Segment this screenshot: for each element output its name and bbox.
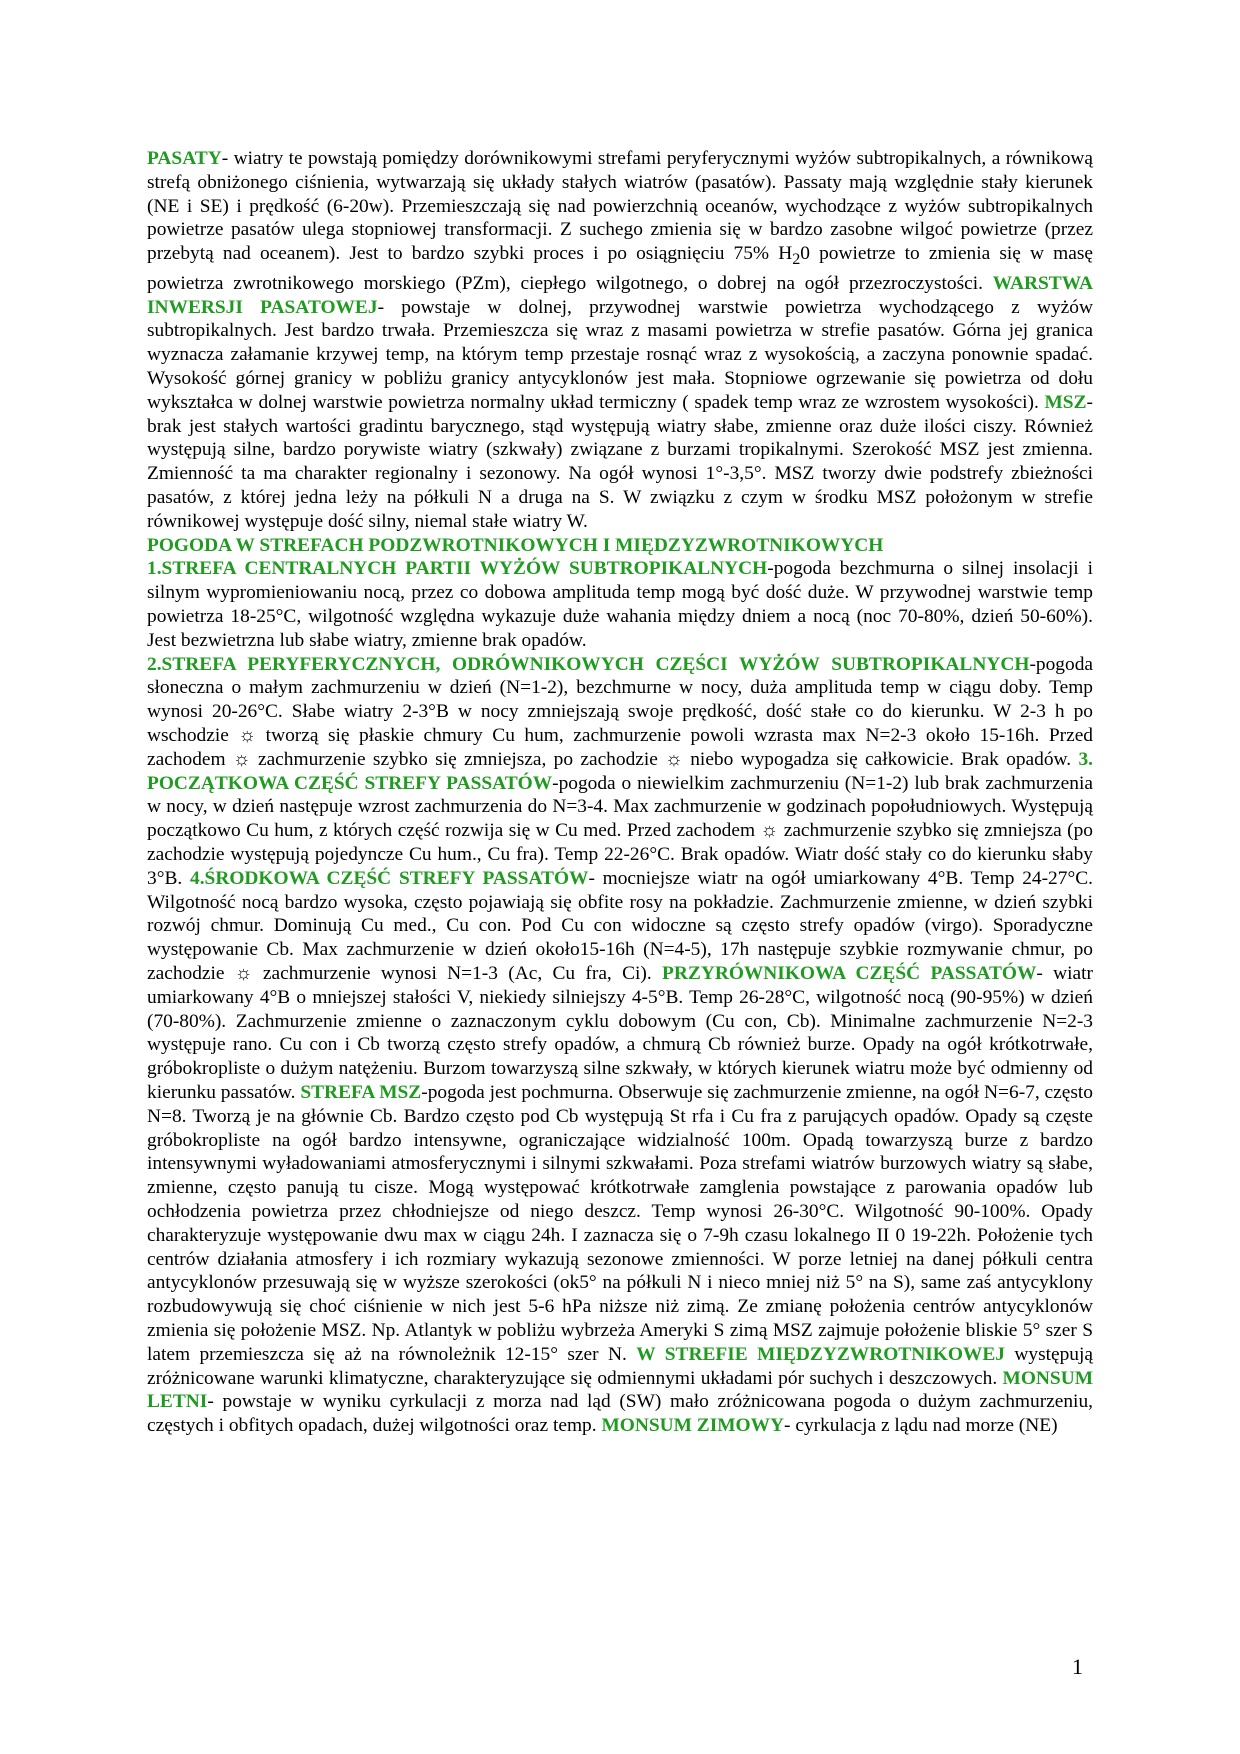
paragraph bbox=[147, 534, 1093, 558]
green-heading: 3. POCZĄTKOWA CZĘŚĆ STREFY PASSATÓW bbox=[147, 748, 1093, 794]
green-heading: 2.STREFA PERYFERYCZNYCH, ODRÓWNIKOWYCH CZĘŚCI WYŻÓW SUBTROPIKALNYCH bbox=[147, 653, 1030, 675]
paragraph bbox=[147, 557, 1093, 652]
green-heading: MONSUM ZIMOWY bbox=[601, 1415, 785, 1437]
body-text: - mocniejsze wiatr na ogół umiarkowany 4°B. Temp 24-27°C. Wilgotność nocą bardzo wysoka, często pojawiają się obfite rosy na pokładzie. Zachmurzenie zmienne, w dzień szybki rozwój chmur. Dominują Cu med., Cu con. Pod Cu con widoczne są często strefy opadów (virgo). Sporadyczne występowanie Cb. Max zachmurzenie w dzień około15-16h (N=4-5), 17h następuje szybkie rozmywanie chmur, po zachodzie ☼ zachmurzenie wynosi N=1-3 (Ac, Cu fra, Ci). bbox=[147, 867, 1093, 984]
document-body bbox=[147, 147, 1093, 1438]
body-text: -pogoda o niewielkim zachmurzeniu (N=1-2) lub brak zachmurzenia w nocy, w dzień następuje wzrost zachmurzenia do N=3-4. Max zachmurzenie w godzinach popołudniowych. Występują początkowo Cu hum, z których część rozwija się w Cu med. Przed zachodem ☼ zachmurzenie szybko się zmniejsza (po zachodzie występują pojedyncze Cu hum., Cu fra). Temp 22-26°C. Brak opadów. Wiatr dość stały co do kierunku słaby 3°B. bbox=[147, 772, 1093, 889]
green-heading: POGODA W STREFACH PODZWROTNIKOWYCH I MIĘDZYZWROTNIKOWYCH bbox=[147, 534, 884, 556]
green-heading: MONSUM LETNI bbox=[147, 1367, 1093, 1413]
body-text: występują zróżnicowane warunki klimatyczne, charakteryzujące się odmiennymi układami pór suchych i deszczowych. bbox=[147, 1343, 1093, 1389]
body-text: - wiatr umiarkowany 4°B o mniejszej stałości V, niekiedy silniejszy 4-5°B. Temp 26-28°C, wilgotność nocą (90-95%) w dzień (70-80%). Zachmurzenie zmienne o zaznaczonym cyklu dobowym (Cu con, Cb). Minimalne zachmurzenie N=2-3 występuje rano. Cu con i Cb tworzą często strefy opadów, a chmurą Cb również burze. Opady na ogół krótkotrwałe, gróbokropliste o dużym natężeniu. Burzom towarzyszą silne szkwały, w których kierunek wiatru może być odmienny od kierunku passatów. bbox=[147, 962, 1094, 1103]
body-text: - cyrkulacja z lądu nad morze (NE) bbox=[784, 1415, 1058, 1437]
paragraph bbox=[147, 147, 1093, 534]
green-heading: PRZYRÓWNIKOWA CZĘŚĆ PASSATÓW bbox=[662, 962, 1037, 984]
body-text: - powstaje w wyniku cyrkulacji z morza nad ląd (SW) mało zróżnicowana pogoda o dużym zachmurzeniu, częstych i obfitych opadach, dużej wilgotności oraz temp. bbox=[147, 1391, 1093, 1437]
subscript: 2 bbox=[792, 251, 801, 269]
green-heading: 4.ŚRODKOWA CZĘŚĆ STREFY PASSATÓW bbox=[190, 867, 589, 889]
green-heading: STREFA MSZ bbox=[300, 1081, 422, 1103]
body-text: -brak jest stałych wartości gradintu barycznego, stąd występują wiatry słabe, zmienne oraz duże ilości ciszy. Również występują silne, bardzo porywiste wiatry (szkwały) związane z burzami tropikalnymi. Szerokość MSZ jest zmienna. Zmienność ta ma charakter regionalny i sezonowy. Na ogół wynosi 1°-3,5°. MSZ tworzy dwie podstrefy zbieżności pasatów, z której jedna leży na półkuli N a druga na S. W związku z czym w środku MSZ położonym w strefie równikowej występuje dość silny, niemal stałe wiatry W. bbox=[147, 391, 1093, 532]
green-heading: MSZ bbox=[1044, 391, 1087, 413]
body-text: - powstaje w dolnej, przywodnej warstwie powietrza wychodzącego z wyżów subtropikalnych. Jest bardzo trwała. Przemieszcza się wraz z masami powietrza w strefie pasatów. Górna jej granica wyznacza załamanie krzywej temp, na którym temp przestaje rosnąć wraz z wysokością, a zaczyna ponownie spadać. Wysokość górnej granicy w pobliżu granicy antycyklonów jest mała. Stopniowe ogrzewanie się powietrza od dołu wykształca w dolnej warstwie powietrza normalny układ termiczny ( spadek temp wraz ze wzrostem wysokości). bbox=[147, 296, 1093, 413]
body-text: - wiatry te powstają pomiędzy dorównikowymi strefami peryferycznymi wyżów subtropikalnych, a równikową strefą obniżonego ciśnienia, wytwarzają się układy stałych wiatrów (pasatów). Passaty mają względnie stały kierunek (NE i SE) i prędkość (6-20w). Przemieszczają się nad powierzchnią oceanów, wychodzące z wyżów subtropikalnych powietrze pasatów ulega stopniowej transformacji. Z suchego zmienia się w bardzo zasobne wilgoć powietrze (przez przebytą nad oceanem). Jest to bardzo szybki proces i po osiągnięciu 75% H bbox=[147, 148, 1093, 265]
green-heading: W STREFIE MIĘDZYZWROTNIKOWEJ bbox=[636, 1343, 1005, 1365]
body-text: -pogoda bezchmurna o silnej insolacji i silnym wypromieniowaniu nocą, przez co dobowa amplituda temp mogą być dość duże. W przywodnej warstwie temp powietrza 18-25°C, wilgotność względna wykazuje duże wahania między dniem a nocą (noc 70-80%, dzień 50-60%). Jest bezwietrzna lub słabe wiatry, zmienne brak opadów. bbox=[147, 558, 1093, 651]
body-text: 0 powietrze to zmienia się w masę powietrza zwrotnikowego morskiego (PZm), ciepłego wilgotnego, o dobrej na ogół przezroczystości. bbox=[147, 243, 1093, 294]
paragraph bbox=[147, 653, 1093, 1438]
body-text: -pogoda słoneczna o małym zachmurzeniu w dzień (N=1-2), bezchmurne w nocy, duża amplituda temp w ciągu doby. Temp wynosi 20-26°C. Słabe wiatry 2-3°B w nocy zmniejszają swoje prędkość, dość stałe co do kierunku. W 2-3 h po wschodzie ☼ tworzą się płaskie chmury Cu hum, zachmurzenie powoli wzrasta max N=2-3 około 15-16h. Przed zachodem ☼ zachmurzenie szybko się zmniejsza, po zachodzie ☼ niebo wypogadza się całkowicie. Brak opadów. bbox=[147, 653, 1093, 770]
page-number: 1 bbox=[1072, 1654, 1083, 1679]
body-text: -pogoda jest pochmurna. Obserwuje się zachmurzenie zmienne, na ogół N=6-7, często N=8. Tworzą je na głównie Cb. Bardzo często pod Cb występują St rfa i Cu fra z parujących opadów. Opady są częste gróbokropliste na ogół bardzo intensywne, ograniczające widzialność 100m. Opadą towarzyszą burze z bardzo intensywnymi wyładowaniami atmosferycznymi i silnymi szkwałami. Poza strefami wiatrów burzowych wiatry są słabe, zmienne, często panują tu cisze. Mogą występować krótkotrwałe zamglenia powstające z parowania opadów lub ochłodzenia powietrza przez chłodniejsze od niego deszcz. Temp wynosi 26-30°C. Wilgotność 90-100%. Opady charakteryzuje występowanie dwu max w ciągu 24h. I zaznacza się o 7-9h czasu lokalnego II 0 19-22h. Położenie tych centrów działania atmosfery i ich rozmiary wykazują sezonowe zmienności. W porze letniej na danej półkuli centra antycyklonów przesuwają się w wyższe szerokości (ok5° na półkuli N i nieco mniej niż 5° na S), same zaś antycyklony rozbudowywują się choć ciśnienie w nich jest 5-6 hPa niższe niż zimą. Ze zmianę położenia centrów antycyklonów zmienia się położenie MSZ. Np. Atlantyk w pobliżu wybrzeża Ameryki S zimą MSZ zajmuje położenie bliskie 5° szer S latem przemieszcza się aż na równoleżnik 12-15° szer N. bbox=[147, 1081, 1094, 1365]
green-heading: 1.STREFA CENTRALNYCH PARTII WYŻÓW SUBTROPIKALNYCH bbox=[147, 558, 768, 580]
green-heading: PASATY bbox=[147, 148, 222, 169]
green-heading: WARSTWA INWERSJI PASATOWEJ bbox=[147, 272, 1093, 318]
